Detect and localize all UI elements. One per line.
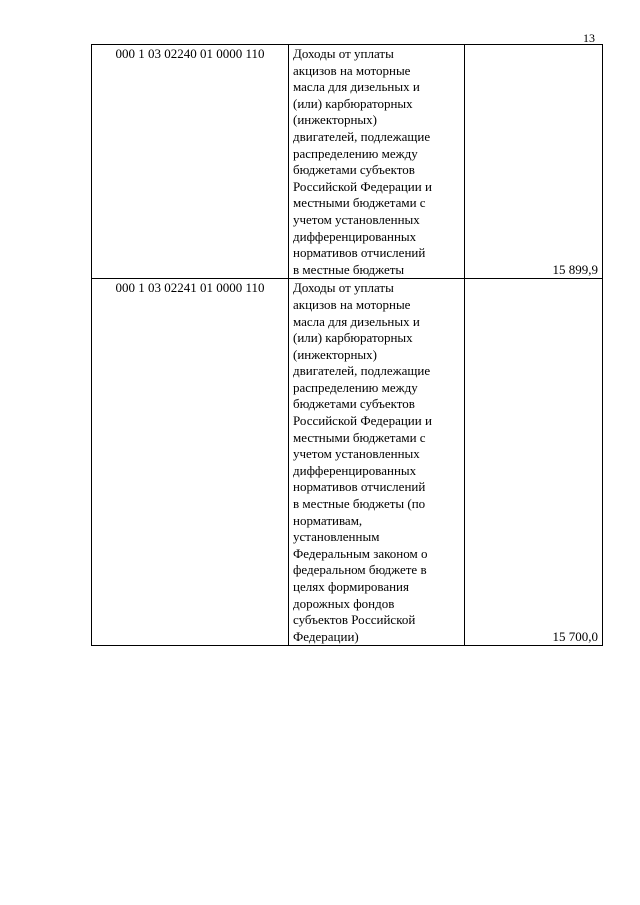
description-line: учетом установленных [293, 446, 420, 462]
table-row [92, 45, 603, 279]
classification-code: 000 1 03 02241 01 0000 110 [92, 279, 289, 646]
description-line: дифференцированных [293, 462, 417, 478]
description-line: Доходы от уплаты [293, 280, 394, 296]
description-line: Российской Федерации и [293, 413, 432, 429]
page-number: 13 [583, 31, 595, 45]
description-line: двигателей, подлежащие [293, 128, 431, 144]
description-line: Федеральным законом о [293, 545, 428, 561]
description-line: в местные бюджеты (по [293, 496, 426, 512]
description-line: акцизов на моторные [293, 62, 411, 78]
description-line: нормативов отчислений [293, 479, 426, 495]
description-line: двигателей, подлежащие [293, 363, 431, 379]
description-line: федеральном бюджете в [293, 562, 427, 578]
description-line: распределению между [293, 379, 418, 395]
description-line: дифференцированных [293, 228, 417, 244]
description-line: местными бюджетами с [293, 429, 426, 445]
description-line: распределению между [293, 145, 418, 161]
description-line: субъектов Российской [293, 612, 416, 628]
description-line: местными бюджетами с [293, 195, 426, 211]
description-line: (или) карбюраторных [293, 95, 413, 111]
description-line: бюджетами субъектов [293, 396, 415, 412]
description-line: (инжекторных) [293, 112, 377, 128]
revenue-description [289, 279, 465, 646]
table-row [92, 279, 603, 646]
description-line: целях формирования [293, 579, 409, 594]
description-line: Российской Федерации и [293, 178, 432, 194]
classification-code: 000 1 03 02240 01 0000 110 [92, 45, 289, 279]
description-line: Доходы от уплаты [293, 46, 394, 61]
amount-value: 15 700,0 [465, 279, 603, 646]
description-line: в местные бюджеты [293, 261, 405, 277]
description-line: дорожных фондов [293, 595, 395, 611]
description-line: установленным [293, 529, 380, 545]
revenue-description [289, 45, 465, 279]
budget-revenue-table [91, 44, 603, 646]
description-line: масла для дизельных и [293, 313, 420, 329]
description-line: учетом установленных [293, 211, 420, 227]
description-line: нормативам, [293, 512, 363, 528]
description-line: нормативов отчислений [293, 245, 426, 261]
amount-value: 15 899,9 [465, 45, 603, 279]
description-line: (инжекторных) [293, 346, 377, 362]
description-line: (или) карбюраторных [293, 330, 413, 346]
description-line: масла для дизельных и [293, 79, 420, 95]
description-line: Федерации) [293, 628, 359, 644]
description-line: бюджетами субъектов [293, 162, 415, 178]
description-line: акцизов на моторные [293, 296, 411, 312]
table-body [92, 45, 603, 646]
